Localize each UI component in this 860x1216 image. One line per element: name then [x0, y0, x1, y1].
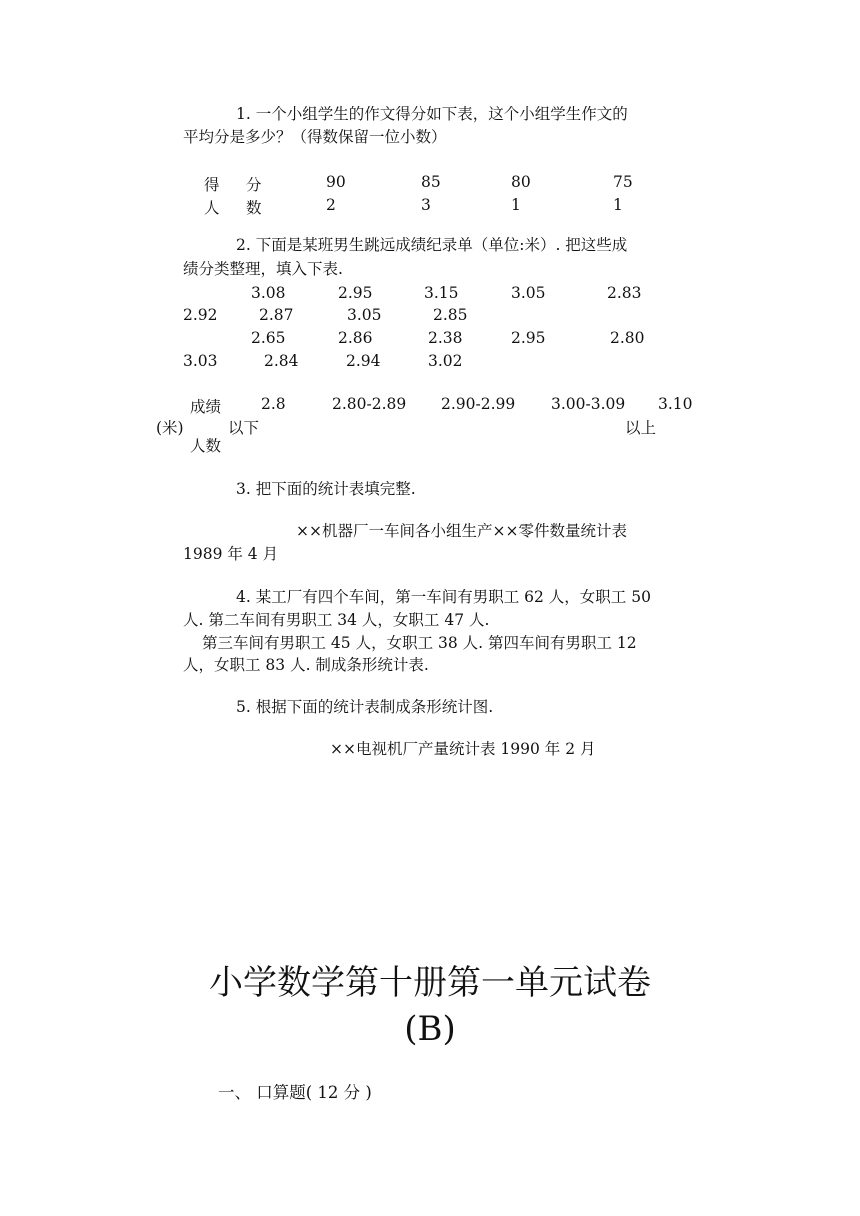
q4-line4: 人，女职工 83 人. 制成条形统计表. — [183, 656, 429, 674]
score-value: 85 — [421, 173, 441, 191]
q1-count-row — [0, 196, 860, 216]
score-value: 90 — [326, 173, 346, 191]
q2-data-row — [0, 329, 860, 349]
jump-value: 2.92 — [183, 306, 218, 324]
q2-data-row — [0, 284, 860, 304]
q4-line2: 人. 第二车间有男职工 34 人，女职工 47 人. — [183, 611, 490, 629]
header-cell: 以下 — [228, 419, 260, 437]
jump-value: 3.05 — [347, 306, 382, 324]
q2-table-header-top — [0, 395, 860, 415]
count-label-2: 数 — [246, 199, 262, 217]
q2-data-row — [0, 352, 860, 372]
q3-date: 1989 年 4 月 — [183, 545, 279, 563]
header-cell: 3.10 — [658, 395, 693, 413]
section-heading: 一、 口算题( 12 分 ) — [218, 1083, 372, 1102]
header-cell: 3.00-3.09 — [551, 395, 626, 413]
score-label-2: 分 — [246, 176, 262, 194]
q4-line1: 4. 某工厂有四个车间，第一车间有男职工 62 人，女职工 50 — [236, 588, 651, 606]
score-label-1: 得 — [204, 176, 220, 194]
header-cell: (米) — [156, 419, 184, 437]
header-cell: 成绩 — [190, 398, 222, 416]
header-cell: 2.80-2.89 — [332, 395, 407, 413]
jump-value: 3.15 — [424, 284, 459, 302]
count-value: 1 — [613, 196, 623, 214]
q2-table-row-label: 人数 — [190, 437, 222, 455]
q5-table-title: ××电视机厂产量统计表 1990 年 2 月 — [330, 740, 596, 758]
jump-value: 2.65 — [251, 329, 286, 347]
jump-value: 3.05 — [511, 284, 546, 302]
count-label-1: 人 — [204, 199, 220, 217]
jump-value: 2.83 — [607, 284, 642, 302]
q2-line1: 2. 下面是某班男生跳远成绩纪录单（单位:米）. 把这些成 — [236, 236, 628, 254]
jump-value: 2.38 — [428, 329, 463, 347]
q4-line3: 第三车间有男职工 45 人，女职工 38 人. 第四车间有男职工 12 — [202, 634, 637, 652]
jump-value: 2.87 — [259, 306, 294, 324]
jump-value: 3.03 — [183, 352, 218, 370]
header-cell: 以上 — [625, 419, 657, 437]
jump-value: 2.86 — [338, 329, 373, 347]
q2-table-header-bottom — [0, 416, 860, 436]
jump-value: 2.95 — [338, 284, 373, 302]
paper-title: 小学数学第十册第一单元试卷 — [209, 963, 651, 1003]
jump-value: 2.80 — [610, 329, 645, 347]
header-cell: 2.90-2.99 — [441, 395, 516, 413]
score-value: 80 — [511, 173, 531, 191]
count-value: 2 — [326, 196, 336, 214]
header-cell: 2.8 — [261, 395, 286, 413]
jump-value: 2.84 — [264, 352, 299, 370]
q1-line2: 平均分是多少？（得数保留一位小数） — [183, 128, 447, 146]
score-value: 75 — [613, 173, 633, 191]
q3-line1: 3. 把下面的统计表填完整. — [236, 480, 416, 498]
jump-value: 2.94 — [346, 352, 381, 370]
jump-value: 2.85 — [433, 306, 468, 324]
q5-line1: 5. 根据下面的统计表制成条形统计图. — [236, 698, 494, 716]
jump-value: 3.02 — [428, 352, 463, 370]
paper-subtitle: (B) — [404, 1009, 456, 1049]
jump-value: 2.95 — [511, 329, 546, 347]
q2-data-row — [0, 306, 860, 326]
count-value: 1 — [511, 196, 521, 214]
q3-table-title: ××机器厂一车间各小组生产××零件数量统计表 — [296, 522, 627, 540]
count-value: 3 — [421, 196, 431, 214]
q1-line1: 1. 一个小组学生的作文得分如下表，这个小组学生作文的 — [236, 105, 628, 123]
q1-score-row — [0, 173, 860, 193]
q2-line2: 绩分类整理，填入下表. — [183, 260, 343, 278]
jump-value: 3.08 — [251, 284, 286, 302]
